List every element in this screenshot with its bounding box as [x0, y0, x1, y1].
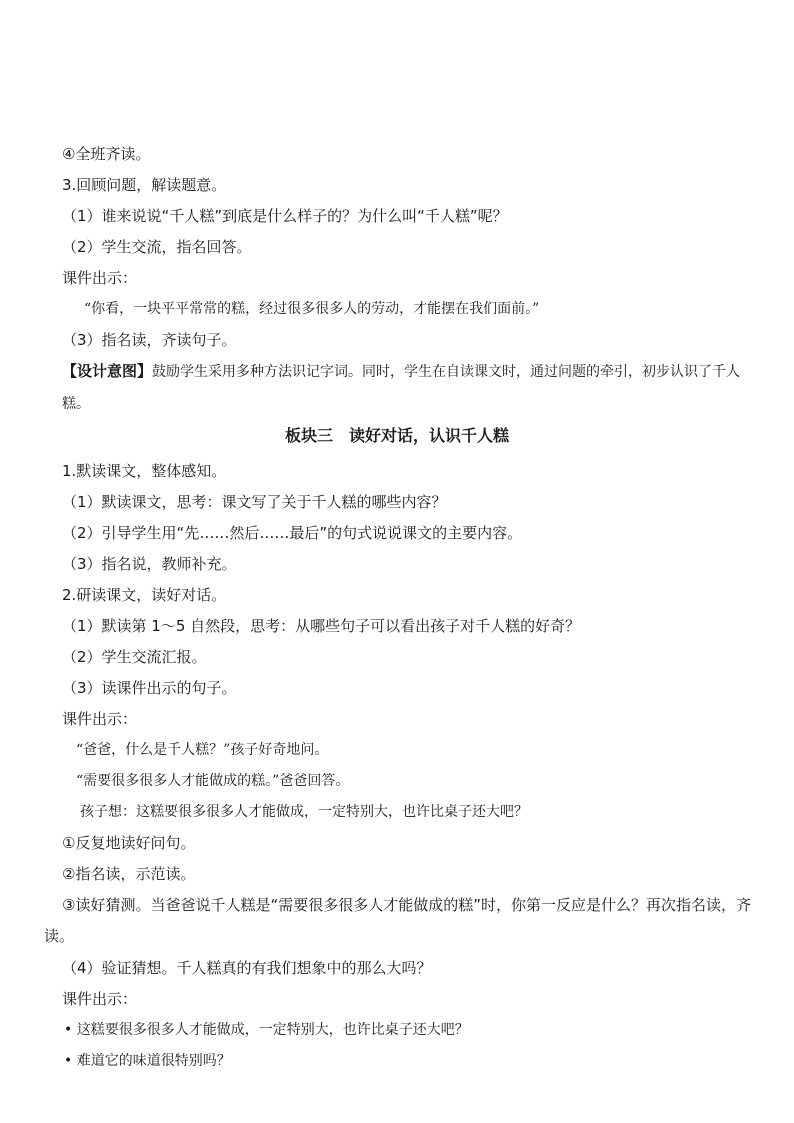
step-silent-read: 1.默读课文，整体感知。 — [62, 462, 227, 480]
bullet-taste-question: • 难道它的味道很特别吗？ — [64, 1053, 231, 1069]
read-sentence-step: （3）指名读，齐读句子。 — [62, 331, 237, 349]
bullet-cake-guess: • 这糕要很多很多人才能做成，一定特别大，也许比桌子还大吧？ — [64, 1022, 469, 1038]
student-exchange: （2）学生交流，指名回答。 — [62, 238, 252, 256]
quote-child-question: “爸爸，什么是千人糕？”孩子好奇地问。 — [76, 742, 329, 758]
student-report: （2）学生交流汇报。 — [62, 648, 207, 666]
section-three-heading: 板块三 读好对话，认识千人糕 — [284, 426, 509, 445]
step-review-question: 3.回顾问题，解读题意。 — [62, 176, 227, 194]
courseware-label-3: 课件出示： — [62, 990, 138, 1008]
design-intent-paragraph — [62, 356, 752, 420]
step-study-dialogue: 2.研读课文，读好对话。 — [62, 586, 227, 604]
question-child-curiosity: （1）默读第 1～5 自然段，思考：从哪些句子可以看出孩子对千人糕的好奇？ — [62, 617, 581, 635]
step-read-questions: ①反复地读好问句。 — [62, 834, 196, 852]
courseware-label: 课件出示： — [62, 269, 138, 287]
read-courseware-sentences: （3）读课件出示的句子。 — [62, 679, 237, 697]
step-full-class-read: ④全班齐读。 — [62, 145, 151, 163]
question-qianrengao-shape: （1）谁来说说“千人糕”到底是什么样子的？为什么叫“千人糕”呢？ — [62, 207, 508, 225]
quote-child-thought: 孩子想：这糕要很多很多人才能做成，一定特别大，也许比桌子还大吧？ — [80, 804, 528, 820]
teacher-supplement: （3）指名说，教师补充。 — [62, 555, 237, 573]
step-read-guess: ③读好猜测。当爸爸说千人糕是“需要很多很多人才能做成的糕”时，你第一反应是什么？再次指名读，齐读。 — [44, 896, 751, 945]
guide-sentence-pattern: （2）引导学生用“先……然后……最后”的句式说说课文的主要内容。 — [62, 524, 523, 542]
courseware-label-2: 课件出示： — [62, 710, 138, 728]
design-intent-label: 【设计意图】 — [62, 362, 153, 380]
verify-guess: （4）验证猜想。千人糕真的有我们想象中的那么大吗？ — [62, 959, 432, 977]
question-text-content: （1）默读课文，思考：课文写了关于千人糕的哪些内容？ — [62, 493, 447, 511]
design-intent-text: 鼓励学生采用多种方法识记字词。同时，学生在自读课文时，通过问题的牵引，初步认识了千人糕。 — [62, 364, 741, 412]
step-demo-read: ②指名读，示范读。 — [62, 865, 196, 883]
courseware-quote: “你看，一块平平常常的糕，经过很多很多人的劳动，才能摆在我们面前。” — [84, 301, 540, 317]
quote-father-answer: “需要很多很多人才能做成的糕。”爸爸回答。 — [76, 773, 350, 789]
